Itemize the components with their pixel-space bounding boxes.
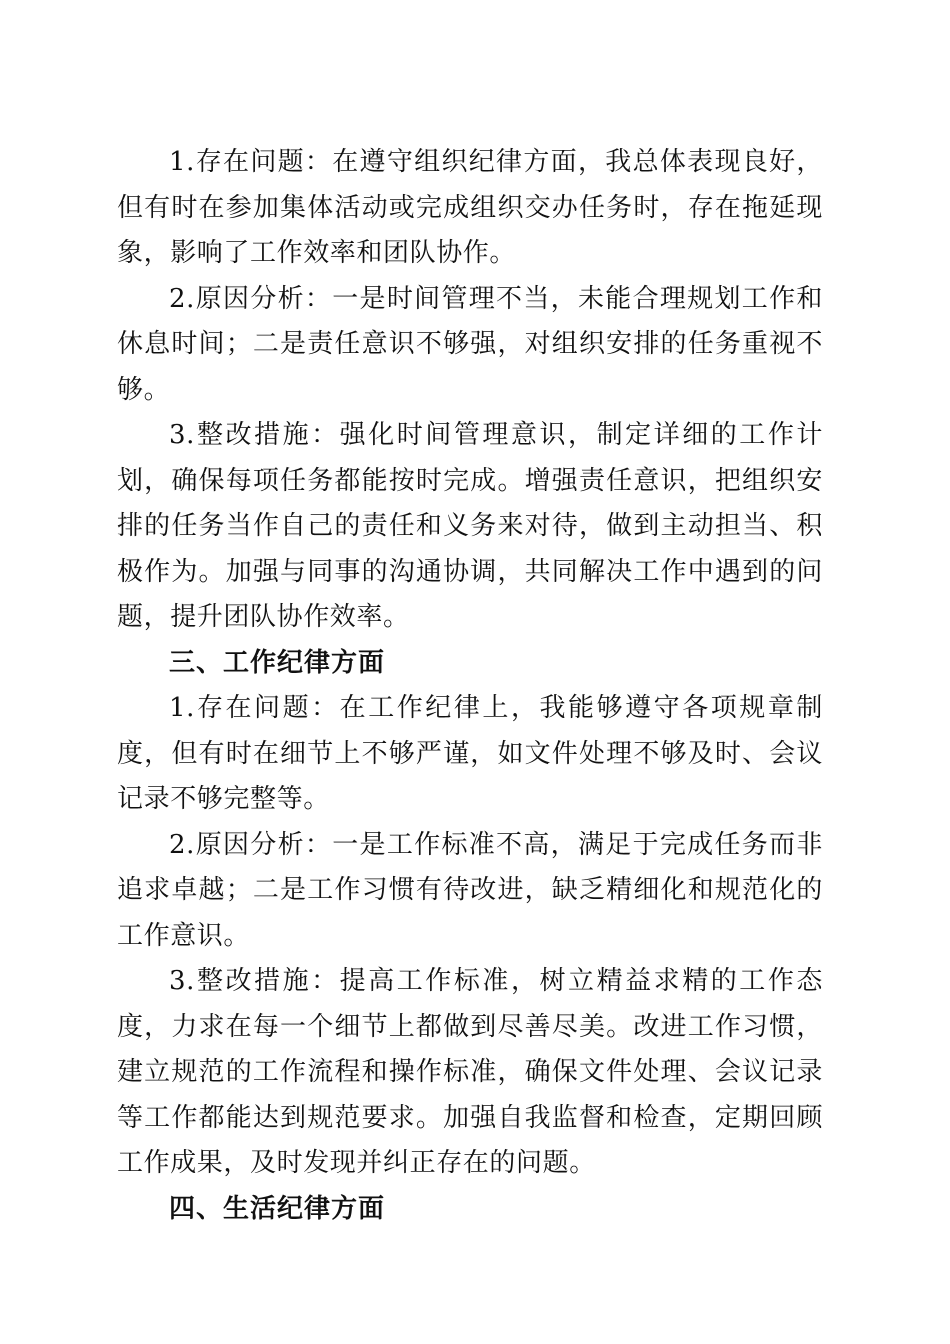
paragraph-organization-cause: 2.原因分析：一是时间管理不当，未能合理规划工作和休息时间；二是责任意识不够强，对组织安排的任务重视不够。 [117, 283, 823, 405]
paragraph-organization-measures: 3.整改措施：强化时间管理意识，制定详细的工作计划，确保每项任务都能按时完成。增强责任意识，把组织安排的任务当作自己的责任和义务来对待，做到主动担当、积极作为。加强与同事的沟通协调，共同解决工作中遇到的问题，提升团队协作效率。 [117, 420, 823, 632]
section-heading-work-discipline: 三、工作纪律方面 [169, 647, 386, 678]
paragraph-work-measures: 3.整改措施：提高工作标准，树立精益求精的工作态度，力求在每一个细节上都做到尽善尽美。改进工作习惯，建立规范的工作流程和操作标准，确保文件处理、会议记录等工作都能达到规范要求。加强自我监督和检查，定期回顾工作成果，及时发现并纠正存在的问题。 [117, 966, 823, 1178]
document-body [117, 140, 823, 1232]
paragraph-work-problem: 1.存在问题：在工作纪律上，我能够遵守各项规章制度，但有时在细节上不够严谨，如文件处理不够及时、会议记录不够完整等。 [117, 693, 823, 814]
section-heading-life-discipline: 四、生活纪律方面 [169, 1193, 386, 1224]
paragraph-work-cause: 2.原因分析：一是工作标准不高，满足于完成任务而非追求卓越；二是工作习惯有待改进，缺乏精细化和规范化的工作意识。 [117, 829, 823, 951]
paragraph-organization-problem: 1.存在问题：在遵守组织纪律方面，我总体表现良好，但有时在参加集体活动或完成组织交办任务时，存在拖延现象，影响了工作效率和团队协作。 [117, 147, 823, 268]
